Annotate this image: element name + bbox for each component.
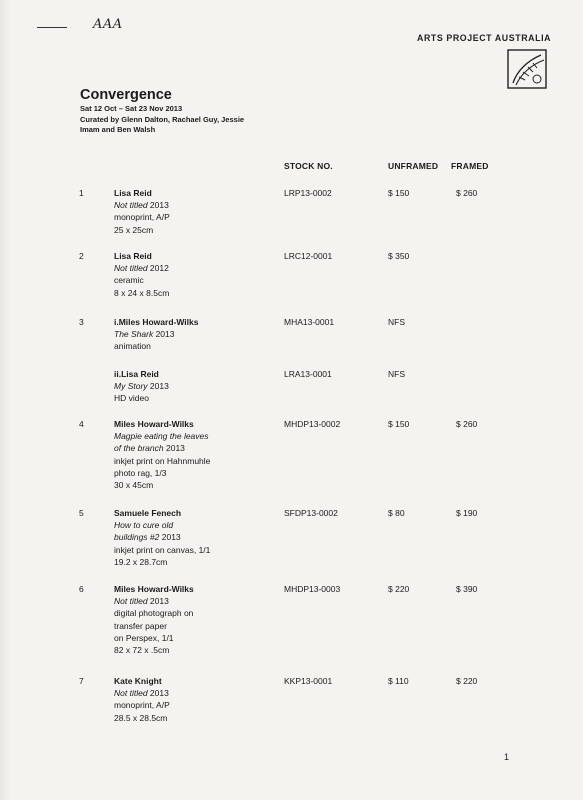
stock-number: MHA13-0001 [284, 317, 335, 327]
handwritten-dash [37, 27, 67, 28]
artwork-title: Magpie eating the leaves of the branch [114, 431, 209, 454]
unframed-price: $ 150 [388, 419, 410, 429]
artwork-detail: animation [114, 341, 151, 352]
artwork-title-line [114, 199, 274, 211]
framed-price: $ 220 [456, 676, 478, 686]
entry-number: 7 [79, 676, 84, 686]
unframed-price: $ 80 [388, 508, 405, 518]
artwork-detail: HD video [114, 393, 149, 404]
scan-edge-shadow [0, 0, 10, 800]
framed-price: $ 390 [456, 584, 478, 594]
entry-number: 5 [79, 508, 84, 518]
artwork-title-line [114, 519, 274, 543]
stock-number: LRA13-0001 [284, 369, 332, 379]
artwork-year: 2013 [147, 688, 169, 699]
artist-name: Lisa Reid [114, 251, 152, 261]
artist-name: i.Miles Howard-Wilks [114, 317, 199, 327]
stock-number: LRC12-0001 [284, 251, 333, 261]
artist-name: Samuele Fenech [114, 508, 182, 518]
artwork-year: 2013 [153, 329, 175, 340]
unframed-price: NFS [388, 317, 405, 327]
handwritten-note: AAA [93, 17, 123, 32]
stock-number: LRP13-0002 [284, 188, 332, 198]
artist-name: Kate Knight [114, 676, 162, 686]
framed-price: $ 190 [456, 508, 478, 518]
artwork-year: 2013 [147, 381, 169, 392]
artwork-detail: inkjet print on Hahnmuhle photo rag, 1/3 [114, 455, 211, 478]
artwork-title-line [114, 262, 274, 274]
stock-number: KKP13-0001 [284, 676, 333, 686]
artwork-description [114, 418, 274, 491]
artwork-year: 2013 [147, 596, 169, 607]
artwork-title: Not titled [114, 596, 148, 607]
organisation-name: ARTS PROJECT AUSTRALIA [417, 33, 552, 43]
artwork-title: Not titled [114, 688, 148, 699]
artwork-detail: monoprint, A/P [114, 700, 170, 711]
artist-name: Lisa Reid [114, 188, 152, 198]
artwork-detail: inkjet print on canvas, 1/1 [114, 544, 211, 555]
artwork-description [114, 583, 274, 656]
unframed-price: $ 150 [388, 188, 410, 198]
artwork-title: The Shark [114, 329, 154, 340]
artwork-title: Not titled [114, 200, 148, 211]
artwork-detail: 25 x 25cm [114, 224, 154, 235]
artwork-detail: 30 x 45cm [114, 480, 154, 491]
unframed-price: NFS [388, 369, 405, 379]
artwork-year: 2013 [163, 443, 185, 454]
artist-name: Miles Howard-Wilks [114, 419, 194, 429]
artwork-year: 2012 [147, 263, 169, 274]
unframed-price: $ 350 [388, 251, 410, 261]
artwork-year: 2013 [159, 532, 181, 543]
artwork-detail: monoprint, A/P [114, 212, 170, 223]
artwork-title-line [114, 595, 274, 607]
artist-name: Miles Howard-Wilks [114, 584, 194, 594]
exhibition-curators: Curated by Glenn Dalton, Rachael Guy, Jessie Imam and Ben Walsh [80, 114, 245, 134]
artwork-detail: 28.5 x 28.5cm [114, 712, 168, 723]
artwork-description [114, 187, 274, 236]
exhibition-title: Convergence [80, 87, 172, 103]
entry-number: 4 [79, 419, 84, 429]
artwork-title-line [114, 328, 274, 340]
artwork-title-line [114, 687, 274, 699]
artwork-detail: 19.2 x 28.7cm [114, 556, 168, 567]
artwork-description [114, 675, 274, 724]
entry-number: 2 [79, 251, 84, 261]
artwork-description [114, 368, 274, 405]
unframed-price: $ 220 [388, 584, 410, 594]
artist-name: ii.Lisa Reid [114, 369, 159, 379]
arts-project-logo-icon [507, 49, 547, 89]
framed-price: $ 260 [456, 188, 478, 198]
artwork-description [114, 250, 274, 299]
exhibition-subtitle [80, 104, 260, 136]
unframed-price: $ 110 [388, 676, 409, 686]
stock-number: MHDP13-0002 [284, 419, 341, 429]
artwork-description [114, 316, 274, 353]
entry-number: 3 [79, 317, 84, 327]
exhibition-dates: Sat 12 Oct – Sat 23 Nov 2013 [80, 104, 183, 113]
artwork-description [114, 507, 274, 568]
artwork-title: How to cure old buildings #2 [114, 520, 174, 543]
page-number: 1 [504, 752, 510, 762]
artwork-detail: ceramic [114, 275, 144, 286]
column-header-framed: FRAMED [451, 161, 489, 171]
column-header-stock: STOCK NO. [284, 161, 333, 171]
artwork-title: My Story [114, 381, 148, 392]
artwork-detail: 8 x 24 x 8.5cm [114, 287, 170, 298]
stock-number: SFDP13-0002 [284, 508, 338, 518]
artwork-year: 2013 [147, 200, 169, 211]
framed-price: $ 260 [456, 419, 478, 429]
artwork-detail: digital photograph on transfer paper [114, 608, 194, 631]
entry-number: 1 [79, 188, 84, 198]
artwork-title-line [114, 430, 274, 454]
column-header-unframed: UNFRAMED [388, 161, 439, 171]
artwork-detail: 82 x 72 x .5cm [114, 645, 170, 656]
entry-number: 6 [79, 584, 84, 594]
artwork-title-line [114, 380, 274, 392]
artwork-title: Not titled [114, 263, 148, 274]
artwork-detail: on Perspex, 1/1 [114, 632, 174, 643]
stock-number: MHDP13-0003 [284, 584, 341, 594]
